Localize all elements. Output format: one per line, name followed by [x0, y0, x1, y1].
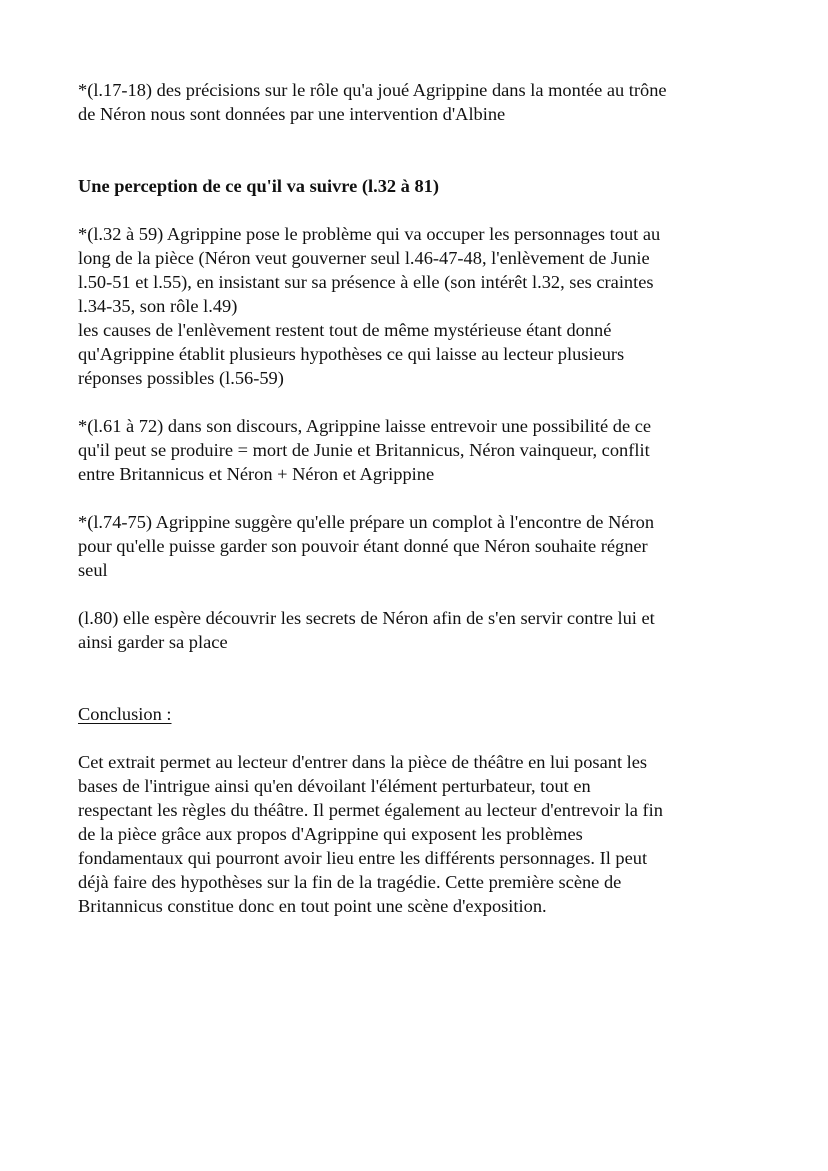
- text-line: Britannicus constitue donc en tout point une scène d'exposition.: [78, 896, 547, 916]
- text-line: long de la pièce (Néron veut gouverner seul l.46-47-48, l'enlèvement de Junie: [78, 248, 650, 268]
- text-line: seul: [78, 560, 108, 580]
- paragraph-problem: [78, 222, 758, 390]
- text-line: réponses possibles (l.56-59): [78, 368, 284, 388]
- text-line: fondamentaux qui pourront avoir lieu entre les différents personnages. Il peut: [78, 848, 648, 868]
- paragraph-conclusion: [78, 750, 758, 918]
- paragraph-complot: [78, 510, 758, 582]
- text-line: pour qu'elle puisse garder son pouvoir étant donné que Néron souhaite régner: [78, 536, 648, 556]
- text-line: de la pièce grâce aux propos d'Agrippine qui exposent les problèmes: [78, 824, 583, 844]
- text-line: ainsi garder sa place: [78, 632, 228, 652]
- text-line: *(l.32 à 59) Agrippine pose le problème qui va occuper les personnages tout au: [78, 224, 661, 244]
- text-line: (l.80) elle espère découvrir les secrets de Néron afin de s'en servir contre lui et: [78, 608, 655, 628]
- text-line: qu'il peut se produire = mort de Junie et Britannicus, Néron vainqueur, conflit: [78, 440, 650, 460]
- conclusion-title: Conclusion :: [78, 704, 172, 724]
- text-line: Cet extrait permet au lecteur d'entrer dans la pièce de théâtre en lui posant les: [78, 752, 648, 772]
- text-line: respectant les règles du théâtre. Il permet également au lecteur d'entrevoir la fin: [78, 800, 663, 820]
- text-line: bases de l'intrigue ainsi qu'en dévoilant l'élément perturbateur, tout en: [78, 776, 591, 796]
- text-line: les causes de l'enlèvement restent tout de même mystérieuse étant donné: [78, 320, 612, 340]
- paragraph-discourse: [78, 414, 758, 486]
- text-line: *(l.17-18) des précisions sur le rôle qu'a joué Agrippine dans la montée au trône: [78, 80, 667, 100]
- text-line: de Néron nous sont données par une intervention d'Albine: [78, 104, 506, 124]
- paragraph-albine: [78, 78, 758, 126]
- section-heading: Une perception de ce qu'il va suivre (l.32 à 81): [78, 176, 439, 196]
- document-page: [78, 78, 758, 918]
- text-line: l.50-51 et l.55), en insistant sur sa présence à elle (son intérêt l.32, ses craintes: [78, 272, 654, 292]
- text-line: *(l.61 à 72) dans son discours, Agrippine laisse entrevoir une possibilité de ce: [78, 416, 652, 436]
- text-line: entre Britannicus et Néron + Néron et Agrippine: [78, 464, 435, 484]
- text-line: qu'Agrippine établit plusieurs hypothèses ce qui laisse au lecteur plusieurs: [78, 344, 625, 364]
- paragraph-secrets: [78, 606, 758, 654]
- text-line: *(l.74-75) Agrippine suggère qu'elle prépare un complot à l'encontre de Néron: [78, 512, 655, 532]
- text-line: l.34-35, son rôle l.49): [78, 296, 238, 316]
- text-line: déjà faire des hypothèses sur la fin de la tragédie. Cette première scène de: [78, 872, 622, 892]
